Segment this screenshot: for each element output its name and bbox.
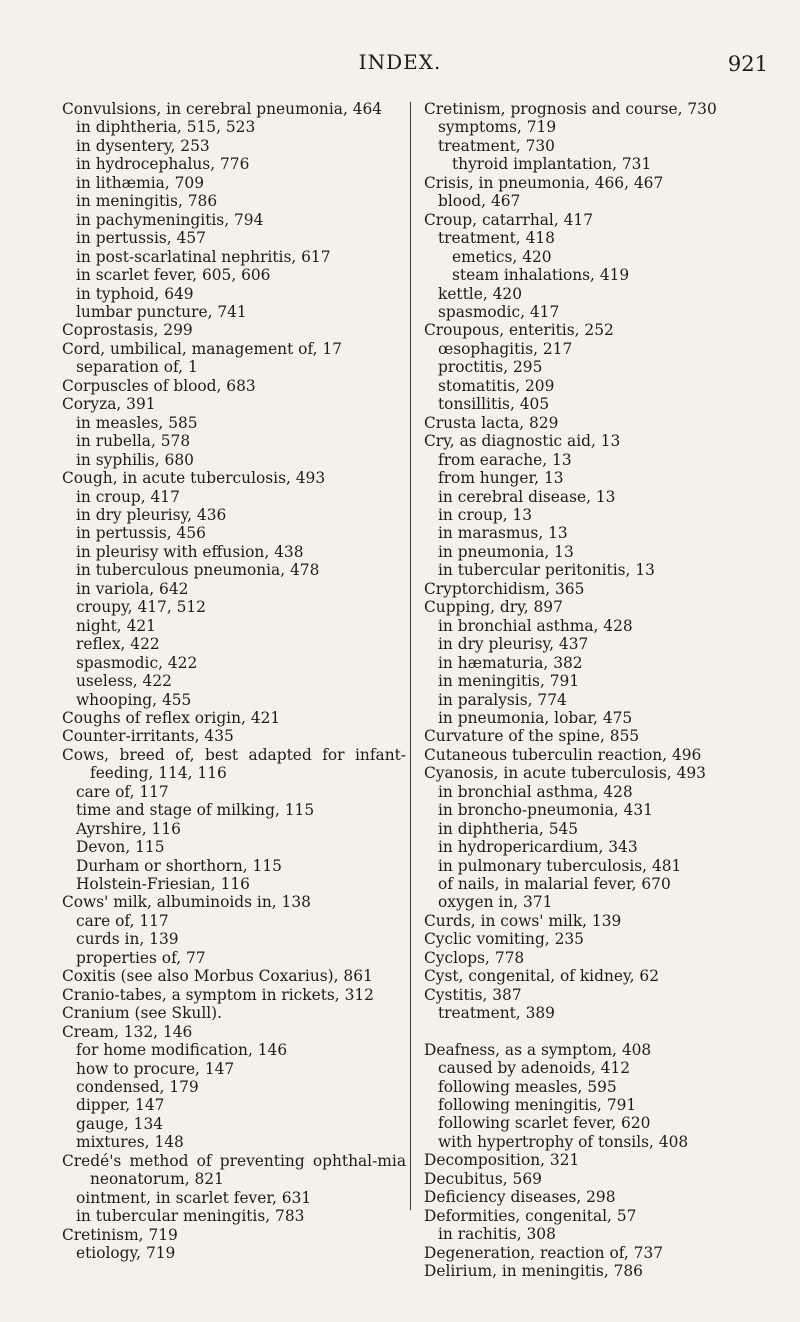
- index-subentry: Devon, 115: [76, 838, 165, 857]
- index-entry: Cretinism, 719: [62, 1225, 178, 1244]
- index-entry: Decomposition, 321: [424, 1151, 580, 1170]
- index-entry: Convulsions, in cerebral pneumonia, 464: [62, 100, 383, 118]
- index-subentry: in measles, 585: [76, 413, 198, 432]
- index-entry: Cows' milk, albuminoids in, 138: [62, 893, 311, 912]
- index-subentry: in syphilis, 680: [76, 450, 194, 469]
- index-entry: Curvature of the spine, 855: [424, 727, 640, 746]
- index-entry: Croupous, enteritis, 252: [424, 321, 614, 340]
- column-divider: [410, 102, 411, 1210]
- index-subentry: in tuberculous pneumonia, 478: [76, 561, 320, 580]
- index-entry: Crusta lacta, 829: [424, 413, 559, 432]
- index-subentry: night, 421: [76, 616, 156, 635]
- index-subentry: condensed, 179: [76, 1078, 199, 1097]
- index-subentry: oxygen in, 371: [438, 893, 553, 912]
- index-subentry: in cerebral disease, 13: [438, 487, 616, 506]
- index-subentry: in bronchial asthma, 428: [438, 616, 633, 635]
- index-entry: Coughs of reflex origin, 421: [62, 708, 281, 727]
- index-entry: Curds, in cows' milk, 139: [424, 911, 622, 930]
- index-subentry: in pertussis, 457: [76, 229, 206, 248]
- index-subentry: tonsillitis, 405: [438, 395, 550, 414]
- index-subentry: in dry pleurisy, 436: [76, 505, 227, 524]
- index-subentry: in typhoid, 649: [76, 284, 194, 303]
- index-entry: Degeneration, reaction of, 737: [424, 1243, 664, 1262]
- index-subentry: whooping, 455: [76, 690, 192, 709]
- index-subentry: kettle, 420: [438, 284, 522, 303]
- index-subentry: proctitis, 295: [438, 358, 543, 377]
- index-subentry: treatment, 730: [438, 136, 555, 155]
- index-subentry: in diphtheria, 545: [438, 819, 579, 838]
- index-subentry: curds in, 139: [76, 930, 179, 949]
- index-entry: Cord, umbilical, management of, 17: [62, 339, 342, 358]
- index-entry: Cretinism, prognosis and course, 730: [424, 100, 717, 118]
- index-entry: Cutaneous tuberculin reaction, 496: [424, 745, 702, 764]
- index-entry: Counter-irritants, 435: [62, 727, 234, 746]
- index-subentry: lumbar puncture, 741: [76, 302, 247, 321]
- index-entry: Cranio-tabes, a symptom in rickets, 312: [62, 985, 374, 1004]
- index-subentry: following scarlet fever, 620: [438, 1114, 651, 1133]
- index-entry: Coryza, 391: [62, 395, 156, 414]
- index-subentry: useless, 422: [76, 672, 172, 691]
- index-entry: Credé's method of preventing ophthal-mia neonatorum, 821: [62, 1151, 406, 1189]
- index-subentry: gauge, 134: [76, 1114, 164, 1133]
- index-entry: Deficiency diseases, 298: [424, 1188, 616, 1207]
- index-entry: Croup, catarrhal, 417: [424, 210, 593, 229]
- index-entry: Coxitis (see also Morbus Coxarius), 861: [62, 967, 373, 986]
- index-entry: Coprostasis, 299: [62, 321, 193, 340]
- index-subentry: in croup, 13: [438, 505, 533, 524]
- index-subentry: in post-scarlatinal nephritis, 617: [76, 247, 331, 266]
- index-subentry: in dysentery, 253: [76, 136, 210, 155]
- index-subentry: caused by adenoids, 412: [438, 1059, 631, 1078]
- index-subentry: time and stage of milking, 115: [76, 801, 315, 820]
- index-subentry: symptoms, 719: [438, 118, 557, 137]
- index-entry: Cough, in acute tuberculosis, 493: [62, 469, 326, 488]
- index-subentry: in rubella, 578: [76, 432, 191, 451]
- index-subentry: from hunger, 13: [438, 469, 564, 488]
- index-subentry: in pertussis, 456: [76, 524, 206, 543]
- index-subentry: in croup, 417: [76, 487, 180, 506]
- index-entry: Cranium (see Skull).: [62, 1004, 223, 1023]
- index-subentry: in pachymeningitis, 794: [76, 210, 264, 229]
- index-subentry: properties of, 77: [76, 948, 206, 967]
- index-entry: Cyanosis, in acute tuberculosis, 493: [424, 764, 706, 783]
- index-subentry: Ayrshire, 116: [76, 819, 181, 838]
- index-subentry: etiology, 719: [76, 1244, 176, 1263]
- index-subentry: in bronchial asthma, 428: [438, 782, 633, 801]
- index-subentry: in pneumonia, 13: [438, 542, 574, 561]
- index-entry: Cyst, congenital, of kidney, 62: [424, 967, 659, 986]
- index-subentry: separation of, 1: [76, 358, 198, 377]
- index-subentry: following measles, 595: [438, 1077, 617, 1096]
- index-entry: Decubitus, 569: [424, 1169, 542, 1188]
- index-subentry: in hydropericardium, 343: [438, 838, 638, 857]
- index-subentry: in meningitis, 786: [76, 192, 218, 211]
- index-subentry: in variola, 642: [76, 579, 189, 598]
- index-subentry: of nails, in malarial fever, 670: [438, 875, 671, 894]
- index-column-left: [62, 100, 406, 1263]
- index-subentry: in pneumonia, lobar, 475: [438, 708, 633, 727]
- index-subentry: in diphtheria, 515, 523: [76, 118, 256, 137]
- index-subentry: in marasmus, 13: [438, 524, 568, 543]
- index-entry: Corpuscles of blood, 683: [62, 376, 256, 395]
- index-subentry: in rachitis, 308: [438, 1225, 556, 1244]
- index-subentry: steam inhalations, 419: [452, 266, 630, 285]
- index-subentry: thyroid implantation, 731: [452, 155, 652, 174]
- running-header-title: INDEX.: [358, 50, 442, 74]
- index-entry: Cyclic vomiting, 235: [424, 930, 584, 949]
- index-subentry: care of, 117: [76, 782, 169, 801]
- index-subentry: for home modification, 146: [76, 1041, 288, 1060]
- index-subentry: treatment, 389: [438, 1004, 555, 1023]
- page-header: [0, 50, 800, 80]
- index-subentry: spasmodic, 422: [76, 653, 198, 672]
- index-subentry: croupy, 417, 512: [76, 598, 206, 617]
- index-subentry: how to procure, 147: [76, 1059, 235, 1078]
- index-entry: Cystitis, 387: [424, 985, 522, 1004]
- index-subentry: Durham or shorthorn, 115: [76, 856, 282, 875]
- index-subentry: in broncho-pneumonia, 431: [438, 801, 653, 820]
- index-subentry: in hydrocephalus, 776: [76, 155, 250, 174]
- index-entry: Cryptorchidism, 365: [424, 579, 585, 598]
- index-entry: Cry, as diagnostic aid, 13: [424, 432, 621, 451]
- index-subentry: care of, 117: [76, 911, 169, 930]
- index-entry: Deafness, as a symptom, 408: [424, 1040, 652, 1059]
- index-subentry: in tubercular peritonitis, 13: [438, 561, 655, 580]
- index-subentry: in dry pleurisy, 437: [438, 635, 589, 654]
- index-subentry: in lithæmia, 709: [76, 173, 204, 192]
- index-subentry: spasmodic, 417: [438, 302, 560, 321]
- index-column-right: [424, 100, 772, 1281]
- index-subentry: treatment, 418: [438, 229, 555, 248]
- index-subentry: emetics, 420: [452, 247, 552, 266]
- index-subentry: stomatitis, 209: [438, 376, 555, 395]
- index-subentry: following meningitis, 791: [438, 1096, 637, 1115]
- index-subentry: in pleurisy with effusion, 438: [76, 542, 304, 561]
- index-subentry: in meningitis, 791: [438, 672, 580, 691]
- index-subentry: in paralysis, 774: [438, 690, 567, 709]
- index-subentry: in tubercular meningitis, 783: [76, 1207, 305, 1226]
- index-entry: Cows, breed of, best adapted for infant-feeding, 114, 116: [62, 745, 406, 783]
- index-entry: Cyclops, 778: [424, 948, 525, 967]
- index-subentry: dipper, 147: [76, 1096, 165, 1115]
- page-number: 921: [727, 52, 768, 76]
- index-subentry: œsophagitis, 217: [438, 339, 573, 358]
- index-subentry: reflex, 422: [76, 635, 160, 654]
- index-subentry: in scarlet fever, 605, 606: [76, 266, 271, 285]
- index-entry: Delirium, in meningitis, 786: [424, 1262, 643, 1281]
- index-subentry: in pulmonary tuberculosis, 481: [438, 856, 682, 875]
- index-entry: Cupping, dry, 897: [424, 598, 563, 617]
- index-subentry: in hæmaturia, 382: [438, 653, 583, 672]
- index-subentry: blood, 467: [438, 192, 521, 211]
- index-entry: Deformities, congenital, 57: [424, 1206, 637, 1225]
- index-subentry: mixtures, 148: [76, 1133, 184, 1152]
- index-entry: Crisis, in pneumonia, 466, 467: [424, 173, 664, 192]
- index-subentry: from earache, 13: [438, 450, 572, 469]
- index-subentry: ointment, in scarlet fever, 631: [76, 1188, 312, 1207]
- index-subentry: Holstein-Friesian, 116: [76, 875, 250, 894]
- index-entry: Cream, 132, 146: [62, 1022, 193, 1041]
- index-subentry: with hypertrophy of tonsils, 408: [438, 1132, 689, 1151]
